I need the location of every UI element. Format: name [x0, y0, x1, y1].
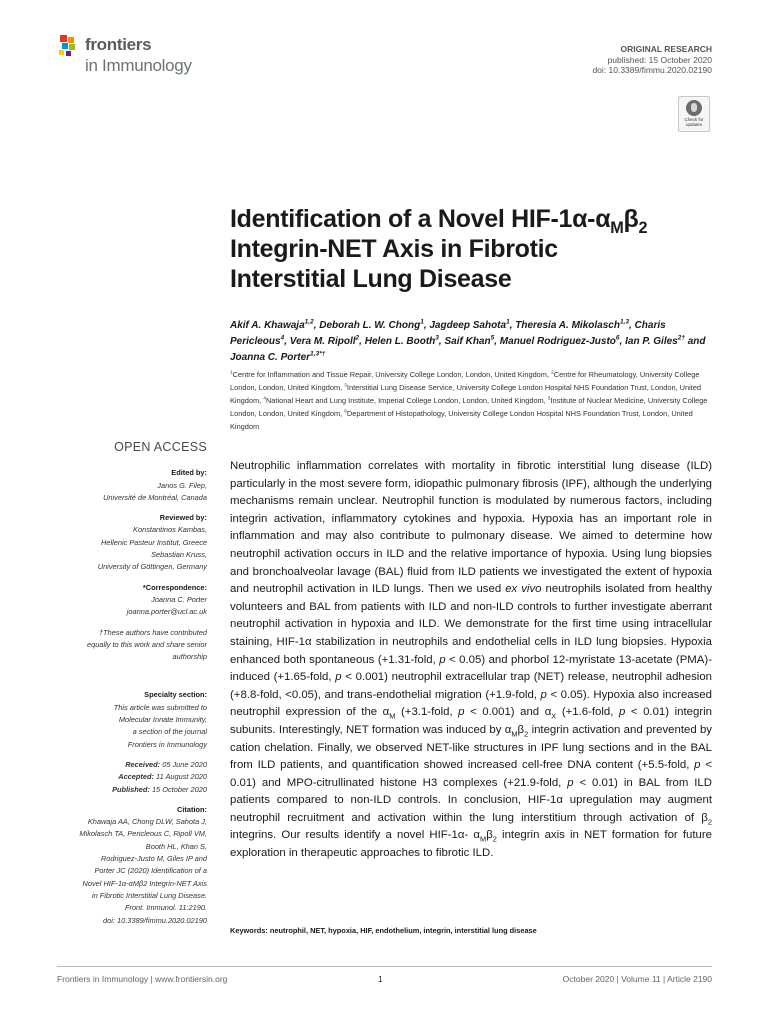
specialty-line: This article was submitted to	[113, 702, 207, 712]
article-doi: doi: 10.3389/fimmu.2020.02190	[592, 65, 712, 75]
open-access-label: OPEN ACCESS	[114, 440, 207, 454]
citation-line: Khawaja AA, Chong DLW, Sahota J,	[87, 817, 207, 827]
keywords-text: neutrophil, NET, hypoxia, HIF, endothelium, integrin, interstitial lung disease	[269, 926, 537, 935]
edited-by-line: Université de Montréal, Canada	[103, 492, 207, 502]
citation-line: Front. Immunol. 11:2190.	[124, 903, 207, 913]
author-name[interactable]: Jagdeep Sahota	[429, 320, 507, 331]
author-and: and	[684, 336, 706, 347]
affiliation-number: 1	[230, 370, 233, 376]
correspondence-heading: *Correspondence:	[142, 582, 207, 592]
reviewer-line: University of Göttingen, Germany	[97, 562, 207, 572]
author-name[interactable]: Joanna C. Porter	[230, 352, 311, 363]
received-date: Received: 05 June 2020	[125, 759, 207, 769]
specialty-line: Molecular Innate Immunity,	[118, 715, 207, 725]
citation-line: Rodriguez-Justo M, Giles IP and	[100, 854, 207, 864]
author-separator: ,	[619, 336, 626, 347]
author-affiliation-marker: 1,3*†	[310, 350, 326, 358]
author-name[interactable]: Manuel Rodriguez-Justo	[499, 336, 616, 347]
check-for-updates-badge[interactable]	[678, 96, 710, 132]
keywords	[230, 925, 712, 936]
journal-logo	[57, 32, 227, 80]
author-name[interactable]: Helen L. Booth	[364, 336, 436, 347]
edited-by-line: Janos G. Filep,	[157, 480, 207, 490]
affiliation-number: 2	[551, 370, 554, 376]
author-affiliation-marker: 3	[435, 334, 439, 342]
specialty-line: Frontiers in Immunology	[127, 739, 207, 749]
title-line1: Identification of a Novel HIF-1α-α	[230, 205, 611, 233]
citation-doi[interactable]: doi: 10.3389/fimmu.2020.02190	[103, 915, 207, 925]
citation-heading: Citation:	[177, 804, 207, 814]
title-sub-2: 2	[638, 219, 648, 237]
article-title	[230, 204, 710, 294]
journal-name-line1: frontiers	[85, 35, 152, 54]
author-affiliation-marker: 1,3	[619, 318, 629, 326]
author-name[interactable]: Saif Khan	[444, 336, 491, 347]
reviewer-line: Hellenic Pasteur Institut, Greece	[101, 537, 207, 547]
author-separator: ,	[313, 320, 320, 331]
equal-contribution-note: authorship	[172, 652, 207, 662]
citation-line: Booth HL, Khan S,	[145, 841, 207, 851]
keywords-label: Keywords:	[230, 926, 268, 935]
affiliation-text: Department of Histopathology, University College London Hospital NHS Foundation Trust, London, United Kingdom	[230, 409, 693, 431]
author-separator: ,	[628, 320, 635, 331]
abstract: Neutrophilic inflammation correlates with mortality in fibrotic interstitial lung disease (ILD) particularly in the most severe form, idiopathic pulmonary fibrosis (IPF), although the underlying mechanisms remain unclear. Neutrophil function is modulated by numerous factors, including integrin activation, inflammatory cytokines and hypoxia. Hypoxia has an important role in inflammation and may also contribute to pulmonary disease. We aimed to determine how neutrophil activation occurs in ILD and the relative importance of hypoxia. Using lung biopsies and bronchoalveolar lavage (BAL) fluid from ILD patients we investigated the extent of hypoxia and neutrophil activation in ILD lungs. Then we used ex vivo neutrophils isolated from healthy volunteers and BAL from patients with ILD and non-ILD controls to further investigate aberrant neutrophil activation in hypoxia and ILD. We demonstrate for the first time using intracellular staining, HIF-1α stabilization in neutrophils and endothelial cells in ILD lung biopsies. Hypoxia enhanced both spontaneous (+1.31-fold, p < 0.05) and phorbol 12-myristate 13-acetate (PMA)-induced (+1.65-fold, p < 0.001) neutrophil extracellular trap (NET) release, neutrophil adhesion (+8.8-fold, <0.05), and trans-endothelial migration (+1.9-fold, p < 0.05). Hypoxia also increased neutrophil expression of the $\alpha_M$ (+3.1-fold, p < 0.001) and $\alpha_X$ (+1.6-fold, p < 0.01) integrin subunits. Interestingly, NET formation was induced by $\alpha_M\beta_2$ integrin activation and prevented by cation chelation. Finally, we observed NET-like structures in IPF lung sections and in the BAL from ILD patients, and quantification showed increased cell-free DNA content (+5.5-fold, p < 0.01) and MPO-citrullinated histone H3 complexes (+21.9-fold, p < 0.01) in BAL from ILD patients compared to non-ILD controls. In conclusion, HIF-1α upregulation may augment neutrophil recruitment and activation within the lung interstitium through activation of $\beta_2$ integrins. Our results identify a novel HIF-1α- $\alpha_M\beta_2$ integrin axis in NET formation for future exploration in therapeutic approaches to fibrotic ILD.	[230, 460, 713, 860]
author-affiliation-marker: 1	[420, 318, 424, 326]
title-beta: β	[623, 205, 639, 233]
reviewer-line: Sebastian Kruss,	[151, 550, 207, 560]
author-separator: ,	[494, 336, 500, 347]
affiliation-text: Centre for Rheumatology, University College London, London, United Kingdom,	[230, 370, 700, 392]
affiliation-text: Institute of Nuclear Medicine, University College London, London, United Kingdom,	[230, 396, 708, 418]
author-affiliation-marker: 2†	[677, 334, 685, 342]
footer-journal-link[interactable]: Frontiers in Immunology | www.frontiersin.org	[57, 974, 228, 984]
frontiers-logo-icon	[57, 34, 81, 58]
author-affiliation-marker: 1	[506, 318, 510, 326]
page-number: 1	[378, 974, 383, 984]
title-line2: Integrin-NET Axis in Fibrotic	[230, 235, 558, 263]
author-name[interactable]: Deborah L. W. Chong	[319, 320, 421, 331]
check-updates-label-1: Check for	[684, 117, 704, 122]
affiliation-number: 5	[547, 396, 551, 402]
affiliation-number: 4	[263, 396, 266, 402]
author-separator: ,	[423, 320, 430, 331]
equal-contribution-note: equally to this work and share senior	[87, 639, 207, 649]
author-list	[230, 318, 712, 366]
author-separator: ,	[284, 336, 290, 347]
citation-line: Mikolasch TA, Pericleous C, Ripoll VM,	[79, 829, 207, 839]
author-separator: ,	[359, 336, 365, 347]
affiliation-number: 3	[344, 383, 347, 389]
article-sidebar	[56, 441, 207, 927]
correspondence-name: Joanna C. Porter	[151, 594, 207, 604]
author-affiliation-marker: 6	[615, 334, 620, 342]
author-affiliation-marker: 5	[490, 334, 495, 342]
check-updates-label-2: updates	[685, 122, 702, 127]
equal-contribution-note: †These authors have contributed	[98, 627, 207, 637]
title-line3: Interstitial Lung Disease	[230, 265, 512, 293]
specialty-line: a section of the journal	[132, 727, 207, 737]
affiliation-number: 6	[344, 409, 347, 415]
citation-line: in Fibrotic Interstitial Lung Disease.	[91, 890, 207, 900]
journal-name-line2: in Immunology	[85, 56, 192, 75]
reviewer-line: Konstantinos Kambas,	[133, 525, 207, 535]
affiliations	[230, 368, 712, 433]
author-name[interactable]: Vera M. Ripoll	[289, 336, 356, 347]
reviewed-by-heading: Reviewed by:	[159, 513, 207, 523]
article-type: ORIGINAL RESEARCH	[620, 44, 712, 54]
author-name[interactable]: Theresia A. Mikolasch	[515, 320, 620, 331]
affiliation-text: National Heart and Lung Institute, Imperial College London, London, United Kingdom,	[265, 396, 546, 405]
author-affiliation-marker: 2	[355, 334, 360, 342]
citation-line: Porter JC (2020) Identification of a	[94, 866, 207, 876]
author-affiliation-marker: 4	[280, 334, 285, 342]
correspondence-email[interactable]: joanna.porter@ucl.ac.uk	[126, 607, 207, 617]
citation-line: Novel HIF-1α-αMβ2 Integrin-NET Axis	[82, 878, 207, 888]
check-updates-icon	[686, 100, 702, 116]
published-date: published: 15 October 2020	[607, 54, 712, 65]
author-separator: ,	[509, 320, 516, 331]
specialty-heading: Specialty section:	[144, 690, 207, 700]
author-affiliation-marker: 1,2	[304, 318, 314, 326]
title-sub-m: M	[610, 219, 624, 237]
author-name[interactable]: Akif A. Khawaja	[230, 320, 305, 331]
published-date-sidebar: Published: 15 October 2020	[112, 784, 207, 794]
author-name[interactable]: Charis Pericleous	[230, 320, 666, 347]
author-name[interactable]: Ian P. Giles	[625, 336, 678, 347]
footer-divider	[57, 966, 712, 967]
article-meta	[592, 44, 712, 76]
author-separator: ,	[438, 336, 445, 347]
accepted-date: Accepted: 11 August 2020	[118, 772, 207, 782]
affiliation-text: Interstitial Lung Disease Service, University College London Hospital NHS Foundation Trust, London, United Kingdom,	[230, 383, 702, 405]
affiliation-text: Centre for Inflammation and Tissue Repair, University College London, London, United Kingdom,	[232, 370, 550, 379]
footer-issue-info: October 2020 | Volume 11 | Article 2190	[562, 974, 712, 984]
edited-by-heading: Edited by:	[171, 468, 207, 478]
